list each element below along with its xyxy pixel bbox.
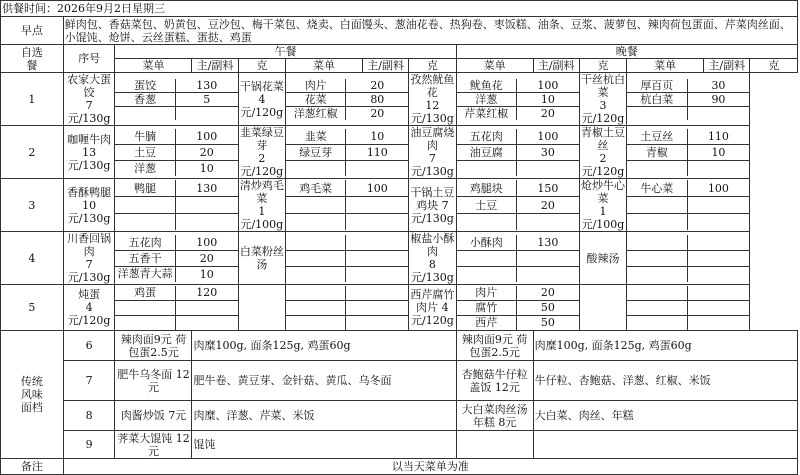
col-dish-header: 菜单 [286, 59, 363, 73]
ingredient-name: 土豆丝 [627, 129, 687, 145]
col-dish-header: 菜单 [456, 59, 533, 73]
noodle-row [1, 431, 798, 459]
dish-cell [238, 179, 285, 232]
ingredient-name [115, 106, 175, 120]
seq-cell: 8 [63, 401, 115, 431]
ingredient-gram [175, 197, 237, 214]
ingredient-name [627, 214, 687, 231]
ingredient-gram: 130 [175, 79, 237, 93]
ingredient-name: 韭菜 [286, 129, 346, 145]
ingredient-name [627, 106, 687, 120]
ingredient-gram: 30 [687, 79, 749, 93]
ingredient-name: 五花肉 [457, 129, 517, 145]
dish-name: 酸辣汤 [586, 251, 620, 265]
ingredient-gram: 20 [346, 79, 408, 93]
ingredient-name [627, 286, 687, 301]
noodle-dinner-name [456, 431, 533, 459]
ingredient-name [286, 250, 346, 266]
ingredient-gram: 10 [199, 267, 214, 281]
serving-time-label: 供餐时间： [2, 2, 57, 15]
remark-label: 备注 [1, 459, 64, 475]
ingredient-gram [516, 160, 578, 176]
ingredient-name: 洋葱 [115, 160, 175, 176]
ingredient-gram [346, 286, 408, 301]
ingredient-name [457, 250, 517, 266]
ingredient-gram [687, 250, 749, 266]
dish-cell [409, 73, 456, 126]
noodle-dinner-ingredients: 牛仔粒、杏鲍菇、洋葱、红椒、米饭 [533, 361, 797, 401]
dish-price: 13元/130g [67, 145, 111, 172]
col-gram-header: 克 [238, 59, 285, 73]
ingredient-name: 杭白菜 [627, 92, 687, 106]
ingredient-name: 绿豆芽 [286, 144, 346, 160]
dish-name: 青椒土豆丝 [580, 126, 625, 152]
ingredient-gram [346, 266, 408, 282]
ingredient-cell [627, 126, 750, 179]
ingredient-name: 芹菜红椒 [457, 106, 517, 120]
optional-section-label: 自选餐 [1, 45, 64, 73]
dish-cell [409, 285, 456, 331]
ingredient-name [627, 197, 687, 214]
dish-cell [63, 126, 115, 179]
ingredient-cell [456, 232, 579, 285]
ingredient-name [627, 300, 687, 315]
ingredient-name: 肉片 [457, 286, 517, 301]
ingredient-cell [115, 179, 238, 232]
dish-cell [63, 179, 115, 232]
ingredient-name [286, 315, 346, 330]
dish-price: 12元/130g [411, 99, 454, 125]
dish-price: 1元/100g [581, 205, 625, 231]
ingredient-name: 土豆 [115, 144, 175, 160]
ingredient-name [286, 160, 346, 176]
ingredient-name: 洋葱红椒 [286, 106, 346, 120]
dish-price: 7元/130g [67, 99, 111, 125]
ingredient-gram: 90 [687, 92, 749, 106]
ingredient-gram: 20 [370, 106, 385, 120]
ingredient-gram: 120 [175, 286, 237, 301]
ingredient-gram: 10 [199, 161, 214, 175]
ingredient-name: 洋葱青大蒜 [115, 266, 175, 282]
ingredient-gram [687, 235, 749, 251]
ingredient-name: 鸡蛋 [115, 286, 175, 301]
dish-cell [238, 126, 285, 179]
seq-header: 序号 [63, 45, 115, 73]
dish-price: 2元/120g [581, 152, 625, 178]
ingredient-gram: 100 [516, 79, 578, 93]
ingredient-gram [687, 106, 749, 120]
ingredient-gram: 130 [175, 180, 237, 197]
serving-time-header [1, 1, 798, 17]
ingredient-name: 青椒 [627, 144, 687, 160]
dish-price: 3元/120g [581, 99, 625, 125]
ingredient-cell [456, 126, 579, 179]
noodle-row [1, 401, 798, 431]
ingredient-name: 牛心菜 [627, 180, 687, 197]
ingredient-gram: 150 [516, 180, 578, 197]
ingredient-cell [456, 285, 579, 331]
dish-name: 干锅花菜 [239, 79, 284, 93]
col-gram-header: 克 [579, 59, 626, 73]
noodle-dinner-ingredients: 肉糜100g, 面条125g, 鸡蛋60g [533, 331, 797, 361]
col-ingredient-header: 主/副料 [704, 59, 750, 73]
dish-price: 4元/120g [240, 92, 284, 119]
noodle-lunch-name: 辣肉面9元 荷包蛋2.5元 [115, 331, 192, 361]
seq-cell: 1 [1, 73, 64, 126]
ingredient-cell [286, 126, 409, 179]
dish-name: 韭菜绿豆芽 [239, 126, 284, 152]
ingredient-gram [687, 214, 749, 231]
dish-cell [579, 179, 626, 232]
ingredient-cell [286, 73, 409, 126]
ingredient-cell [115, 232, 238, 285]
dish-price: 7元/130g [411, 152, 454, 178]
noodle-lunch-ingredients: 肉糜、洋葱、芹菜、米饭 [192, 401, 456, 431]
dish-name: 咖喱牛肉 [67, 132, 112, 146]
breakfast-label: 早点 [1, 17, 64, 45]
ingredient-gram [346, 300, 408, 315]
ingredient-name: 香葱 [115, 92, 175, 106]
ingredient-gram: 20 [540, 106, 555, 120]
ingredient-gram [687, 286, 749, 301]
col-ingredient-header: 主/副料 [192, 59, 238, 73]
ingredient-gram [175, 300, 237, 315]
ingredient-name [286, 300, 346, 315]
dish-cell [238, 285, 285, 331]
ingredient-name [115, 197, 175, 214]
ingredient-name: 蛋饺 [115, 79, 175, 93]
dish-cell [63, 285, 115, 331]
ingredient-gram: 20 [175, 144, 237, 160]
seq-cell: 4 [1, 232, 64, 285]
ingredient-gram [346, 197, 408, 214]
noodle-lunch-ingredients: 肉糜100g, 面条125g, 鸡蛋60g [192, 331, 456, 361]
ingredient-gram: 10 [346, 129, 408, 145]
ingredient-gram [516, 214, 578, 231]
seq-cell: 2 [1, 126, 64, 179]
ingredient-cell [115, 285, 238, 331]
ingredient-name [457, 214, 517, 231]
noodle-lunch-name: 肉酱炒饭 7元 [115, 401, 192, 431]
ingredient-gram [687, 315, 749, 330]
dish-name: 西芹腐竹肉片 4元/120g [410, 288, 455, 327]
ingredient-name [115, 315, 175, 330]
ingredient-gram: 100 [175, 235, 237, 251]
ingredient-gram [175, 315, 237, 330]
ingredient-name [627, 266, 687, 282]
col-ingredient-header: 主/副料 [363, 59, 409, 73]
ingredient-name: 洋葱 [457, 92, 517, 106]
ingredient-gram: 30 [516, 144, 578, 160]
dish-price: 2元/120g [240, 152, 284, 178]
ingredient-name [115, 214, 175, 231]
optional-row [1, 285, 798, 331]
ingredient-name [627, 315, 687, 330]
ingredient-cell [627, 232, 750, 285]
ingredient-gram [687, 160, 749, 176]
noodle-row [1, 361, 798, 401]
ingredient-gram: 80 [346, 92, 408, 106]
ingredient-name [286, 197, 346, 214]
lunch-header: 午餐 [115, 45, 456, 59]
seq-cell: 6 [63, 331, 115, 361]
ingredient-cell [627, 285, 750, 331]
ingredient-gram: 20 [516, 197, 578, 214]
dish-cell [579, 285, 626, 331]
ingredient-cell [286, 232, 409, 285]
ingredient-name [457, 160, 517, 176]
ingredient-name: 鸡毛菜 [286, 180, 346, 197]
ingredient-gram [346, 250, 408, 266]
ingredient-name [286, 214, 346, 231]
remark-text: 以当天菜单为准 [63, 459, 797, 475]
dish-cell [409, 179, 456, 232]
seq-cell: 5 [1, 285, 64, 331]
ingredient-name [627, 235, 687, 251]
ingredient-name: 腐竹 [457, 300, 517, 315]
ingredient-name: 花菜 [286, 92, 346, 106]
ingredient-gram: 100 [687, 180, 749, 197]
optional-row [1, 126, 798, 179]
traditional-section-text: 传统风味面档 [20, 375, 43, 414]
dish-price: 8元/130g [411, 258, 454, 284]
dish-cell [409, 232, 456, 285]
ingredient-cell [115, 126, 238, 179]
ingredient-cell [115, 73, 238, 126]
ingredient-gram: 100 [516, 129, 578, 145]
noodle-dinner-name: 大白菜肉丝汤年糕 8元 [456, 401, 533, 431]
ingredient-gram: 10 [516, 92, 578, 106]
noodle-row [1, 331, 798, 361]
noodle-dinner-name: 辣肉面9元 荷包蛋2.5元 [456, 331, 533, 361]
dinner-header: 晚餐 [456, 45, 797, 59]
ingredient-gram [516, 250, 578, 266]
dish-price: 7元/130g [67, 258, 111, 284]
ingredient-name: 鸭腿 [115, 180, 175, 197]
col-dish-header: 菜单 [627, 59, 704, 73]
ingredient-gram: 50 [516, 300, 578, 315]
dish-cell [63, 232, 115, 285]
dish-name: 油豆腐烧肉 [410, 126, 455, 152]
ingredient-name [286, 235, 346, 251]
ingredient-gram [346, 214, 408, 231]
seq-cell: 7 [63, 361, 115, 401]
ingredient-gram [687, 197, 749, 214]
noodle-lunch-name: 荠菜大馄饨 12元 [115, 431, 192, 459]
dish-name: 清炒鸡毛菜 [239, 179, 284, 205]
ingredient-cell [627, 73, 750, 126]
ingredient-gram: 110 [346, 144, 408, 160]
dish-cell [409, 126, 456, 179]
ingredient-name: 五花肉 [115, 235, 175, 251]
noodle-dinner-ingredients: 大白菜、肉丝、年糕 [533, 401, 797, 431]
dish-cell [579, 73, 626, 126]
ingredient-name [286, 286, 346, 301]
ingredient-name [115, 300, 175, 315]
ingredient-name: 五香干 [115, 250, 175, 266]
dish-cell [579, 126, 626, 179]
col-dish-header: 菜单 [115, 59, 192, 73]
ingredient-gram: 10 [687, 144, 749, 160]
ingredient-name: 厚百页 [627, 79, 687, 93]
dish-name: 炝炒牛心菜 [580, 179, 625, 205]
breakfast-items: 鲜肉包、香菇菜包、奶黄包、豆沙包、梅干菜包、烧卖、白面馒头、葱油花卷、热狗卷、枣饭糕、油条、豆浆、菠萝包、辣肉荷包蛋面、芹菜肉丝面、小馄饨、炝饼、云丝蛋糕、蛋挞、鸡蛋 [63, 17, 797, 45]
dish-name: 农家大蛋饺 [67, 73, 112, 99]
ingredient-cell [456, 179, 579, 232]
ingredient-gram [687, 300, 749, 315]
ingredient-gram [516, 266, 578, 282]
ingredient-cell [286, 179, 409, 232]
optional-row [1, 232, 798, 285]
dish-price: 4元/120g [67, 301, 111, 327]
col-ingredient-header: 主/副料 [533, 59, 579, 73]
col-gram-header: 克 [750, 59, 798, 73]
ingredient-gram [687, 266, 749, 282]
optional-row [1, 179, 798, 232]
dish-cell [238, 73, 285, 126]
ingredient-name [627, 250, 687, 266]
ingredient-gram: 50 [540, 316, 555, 329]
ingredient-name: 小酥肉 [457, 235, 517, 251]
noodle-dinner-ingredients [533, 431, 797, 459]
ingredient-gram: 20 [175, 250, 237, 266]
dish-name: 香酥鸭腿 10元/130g [67, 185, 112, 225]
ingredient-name: 鱿鱼花 [457, 79, 517, 93]
noodle-lunch-name: 肥牛乌冬面 12元 [115, 361, 192, 401]
ingredient-name [457, 266, 517, 282]
ingredient-gram [346, 315, 408, 330]
seq-cell: 3 [1, 179, 64, 232]
ingredient-name: 油豆腐 [457, 144, 517, 160]
dish-name: 孜然鱿鱼花 [410, 73, 455, 99]
dish-cell [63, 73, 115, 126]
ingredient-name: 土豆 [457, 197, 517, 214]
dish-cell [579, 232, 626, 285]
ingredient-cell [286, 285, 409, 331]
dish-name: 炖蛋 [78, 288, 101, 301]
dish-name: 椒盐小酥肉 [410, 232, 455, 258]
dish-name: 干丝杭白菜 [580, 73, 625, 99]
noodle-dinner-name: 杏鲍菇牛仔粒盖饭 12元 [456, 361, 533, 401]
ingredient-gram [346, 160, 408, 176]
optional-row [1, 73, 798, 126]
ingredient-gram [175, 214, 237, 231]
ingredient-name: 牛腩 [115, 129, 175, 145]
dish-price: 1元/100g [240, 205, 284, 231]
ingredient-gram: 100 [175, 129, 237, 145]
noodle-lunch-ingredients: 馄饨 [192, 431, 456, 459]
traditional-section-label [1, 331, 64, 459]
serving-date: 2026年9月2日星期三 [57, 2, 165, 15]
ingredient-gram: 110 [687, 129, 749, 145]
dish-name: 干锅土豆鸡块 7元/130g [410, 185, 455, 225]
ingredient-cell [456, 73, 579, 126]
ingredient-gram [346, 235, 408, 251]
seq-cell: 9 [63, 431, 115, 459]
ingredient-gram: 100 [346, 180, 408, 197]
ingredient-gram: 5 [175, 92, 237, 106]
ingredient-name [286, 266, 346, 282]
dish-name: 白菜粉丝汤 [239, 245, 284, 271]
ingredient-name: 鸡腿块 [457, 180, 517, 197]
ingredient-gram: 130 [516, 235, 578, 251]
ingredient-name: 肉片 [286, 79, 346, 93]
dish-cell [238, 232, 285, 285]
ingredient-gram [175, 106, 237, 120]
dish-name: 川香回锅肉 [67, 232, 112, 258]
ingredient-gram: 20 [516, 286, 578, 301]
col-gram-header: 克 [409, 59, 456, 73]
ingredient-name: 西芹 [457, 315, 517, 330]
ingredient-cell [627, 179, 750, 232]
noodle-lunch-ingredients: 肥牛卷、黄豆芽、金针菇、黄瓜、乌冬面 [192, 361, 456, 401]
ingredient-name [627, 160, 687, 176]
